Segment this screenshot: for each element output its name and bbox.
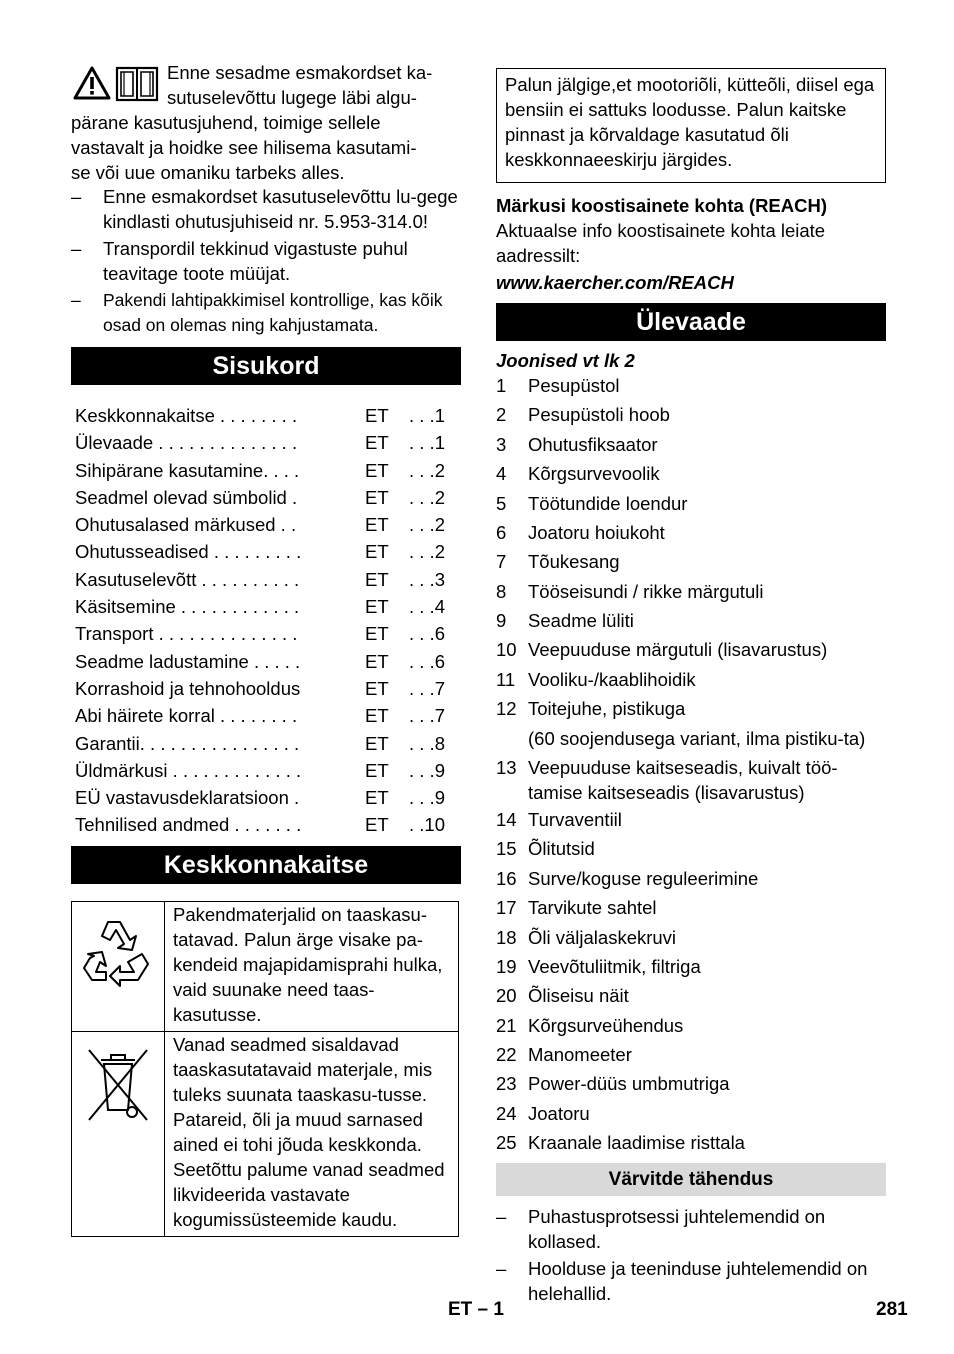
toc-lang: ET <box>365 541 389 563</box>
item-label: Veepuuduse kaitseseadis, kuivalt töö-tamise kaitseseadis (lisavarustus) <box>528 756 838 803</box>
toc-lang: ET <box>365 759 389 781</box>
item-number: 19 <box>496 955 517 977</box>
list-item <box>496 461 886 488</box>
item-number: 12 <box>496 698 517 720</box>
list-item <box>496 667 886 694</box>
reach-heading: Märkusi koostisainete kohta (REACH) <box>496 195 828 216</box>
item-label: Power-düüs umbmutriga <box>528 1073 730 1095</box>
list-item <box>496 954 886 981</box>
item-number: 8 <box>496 580 507 602</box>
item-number: 24 <box>496 1102 517 1124</box>
toc-row <box>75 539 461 566</box>
item-number: 1 <box>496 375 507 396</box>
list-item <box>496 1071 886 1098</box>
item-number: 16 <box>496 867 517 889</box>
toc-row <box>75 731 461 758</box>
toc-title: Tehnilised andmed . . . . . . . <box>75 814 302 836</box>
item-label: Surve/koguse reguleerimine <box>528 867 759 889</box>
footer-page-number: 281 <box>876 1299 908 1320</box>
item-label: Turvaventiil <box>528 809 622 831</box>
toc-title: Garantii. . . . . . . . . . . . . . . . <box>75 732 300 754</box>
item-label: Õliseisu näit <box>528 985 629 1007</box>
table-row <box>72 1031 459 1236</box>
item-number: 22 <box>496 1044 517 1066</box>
item-label: Veevõtuliitmik, filtriga <box>528 955 701 977</box>
item-number: 3 <box>496 433 507 455</box>
toc-page: . . .9 <box>409 787 445 809</box>
toc-lang: ET <box>365 568 389 590</box>
intro-bullets <box>71 184 461 338</box>
item-label: Veepuuduse märgutuli (lisavarustus) <box>528 639 828 661</box>
toc-lang: ET <box>365 814 389 836</box>
toc-page: . . .9 <box>409 759 445 781</box>
recycling-icon <box>80 914 156 988</box>
item-number: 20 <box>496 985 517 1007</box>
item-number: 25 <box>496 1132 517 1154</box>
list-item <box>496 1042 886 1069</box>
intro-line: sutuselevõttu lugege läbi algu- <box>167 87 417 108</box>
toc-row <box>75 485 461 512</box>
toc-page: . . .2 <box>409 459 445 481</box>
list-item <box>496 866 886 893</box>
item-number: 5 <box>496 492 507 514</box>
toc-page: . . .6 <box>409 623 445 645</box>
toc-row <box>75 403 461 430</box>
list-item <box>496 755 886 805</box>
item-number: 7 <box>496 551 507 573</box>
intro-line: Enne sesadme esmakordset ka- <box>167 62 433 83</box>
environment-text: Pakendmaterjalid on taaskasu-tatavad. Palun ärge visake pa-kendeid majapidamisprahi hulka, vaid suunake need taas-kasutusse. <box>165 901 459 1031</box>
toc-lang: ET <box>365 677 389 699</box>
toc-row <box>75 649 461 676</box>
toc-lang: ET <box>365 787 389 809</box>
toc-page: . . .6 <box>409 650 445 672</box>
item-number: 2 <box>496 404 507 426</box>
manual-book-icon <box>115 66 159 102</box>
intro-line: pärane kasutusjuhend, toimige sellele <box>71 112 381 133</box>
toc-row <box>75 785 461 812</box>
toc-table <box>75 403 461 840</box>
item-number: 11 <box>496 668 516 690</box>
list-item <box>496 373 886 400</box>
list-item <box>496 925 886 952</box>
list-item <box>496 520 886 547</box>
item-label: Kõrgsurvevoolik <box>528 463 660 485</box>
warning-triangle-icon <box>73 66 111 100</box>
item-label: Joatoru hoiukoht <box>528 521 665 543</box>
item-label: Õli väljalaskekruvi <box>528 926 677 948</box>
color-meaning-heading: Värvitde tähendus <box>496 1163 886 1196</box>
intro-line: vastavalt ja hoidke see hilisema kasutami- <box>71 137 417 158</box>
footer-language-page: ET – 1 <box>448 1299 504 1320</box>
toc-lang: ET <box>365 459 389 481</box>
icon-cell <box>72 901 165 1031</box>
item-number: 9 <box>496 610 507 631</box>
toc-title: Üldmärkusi . . . . . . . . . . . . . <box>75 759 302 781</box>
toc-row <box>75 676 461 703</box>
list-item <box>496 983 886 1010</box>
item-number: 4 <box>496 463 507 485</box>
right-column <box>496 68 886 1306</box>
toc-title: Korrashoid ja tehnohooldus <box>75 677 301 699</box>
toc-title: Seadmel olevad sümbolid . <box>75 486 298 508</box>
toc-title: Kasutuselevõtt . . . . . . . . . . <box>75 568 300 590</box>
item-label: Kraanale laadimise risttala <box>528 1132 745 1154</box>
item-number: 14 <box>496 809 517 831</box>
left-column <box>71 60 461 1237</box>
toc-row <box>75 594 461 621</box>
item-number: 21 <box>496 1014 517 1036</box>
item-number: 17 <box>496 897 517 919</box>
list-item <box>496 807 886 834</box>
intro-icons <box>73 66 159 102</box>
list-item <box>496 1101 886 1128</box>
toc-lang: ET <box>365 705 389 727</box>
item-label: Pesupüstol <box>528 375 620 396</box>
toc-row <box>75 812 461 839</box>
toc-heading: Sisukord <box>71 347 461 385</box>
toc-lang: ET <box>365 596 389 618</box>
icon-cell <box>72 1031 165 1236</box>
item-label: Töötundide loendur <box>528 492 688 514</box>
item-label: Toitejuhe, pistikuga <box>528 698 686 720</box>
toc-page: . . .1 <box>409 432 445 454</box>
list-item: – Pakendi lahtipakkimisel kontrollige, kas kõik osad on olemas ning kahjustamata. <box>71 288 461 338</box>
list-item <box>496 1130 886 1157</box>
list-item <box>496 432 886 459</box>
toc-page: . . .7 <box>409 705 445 727</box>
toc-title: Käsitsemine . . . . . . . . . . . . <box>75 596 300 618</box>
color-meaning-list <box>496 1204 886 1306</box>
toc-page: . . .3 <box>409 568 445 590</box>
toc-page: . . .1 <box>409 405 445 426</box>
overview-heading: Ülevaade <box>496 303 886 341</box>
toc-row <box>75 621 461 648</box>
crossed-bin-icon <box>83 1044 153 1124</box>
item-label: Õlitutsid <box>528 838 595 860</box>
toc-page: . . .8 <box>409 732 445 754</box>
toc-title: Ohutusalased märkused . . <box>75 514 297 536</box>
item-label: Joatoru <box>528 1102 590 1124</box>
environment-table <box>71 901 459 1237</box>
list-item: – Enne esmakordset kasutuselevõttu lu-gege kindlasti ohutusjuhiseid nr. 5.953-314.0! <box>71 184 461 234</box>
item-number: 23 <box>496 1073 517 1095</box>
toc-lang: ET <box>365 405 389 426</box>
toc-title: Ohutusseadised . . . . . . . . . <box>75 541 302 563</box>
list-item <box>496 1013 886 1040</box>
toc-title: Keskkonnakaitse . . . . . . . . <box>75 405 298 426</box>
list-item <box>496 726 886 753</box>
list-item: – Transpordil tekkinud vigastuste puhul teavitage toote müüjat. <box>71 236 461 286</box>
toc-title: Transport . . . . . . . . . . . . . . <box>75 623 298 645</box>
toc-row <box>75 458 461 485</box>
reach-text: Aktuaalse info koostisainete kohta leiate aadressilt: <box>496 220 826 266</box>
item-label: Manomeeter <box>528 1044 632 1066</box>
toc-page: . . .7 <box>409 677 445 699</box>
list-item <box>496 579 886 606</box>
toc-lang: ET <box>365 486 389 508</box>
toc-row <box>75 430 461 457</box>
toc-lang: ET <box>365 432 389 454</box>
toc-title: Sihipärane kasutamine. . . . <box>75 459 300 481</box>
toc-title: Abi häirete korral . . . . . . . . <box>75 705 298 727</box>
list-item <box>496 696 886 723</box>
item-label: Ohutusfiksaator <box>528 433 658 455</box>
toc-row <box>75 567 461 594</box>
item-label: Tööseisundi / rikke märgutuli <box>528 580 764 602</box>
list-item <box>496 549 886 576</box>
item-label: Vooliku-/kaablihoidik <box>528 668 696 690</box>
toc-page: . . .2 <box>409 486 445 508</box>
item-number: 18 <box>496 926 517 948</box>
item-number: 10 <box>496 639 517 661</box>
toc-row <box>75 703 461 730</box>
reach-url: www.kaercher.com/REACH <box>496 272 734 293</box>
item-label: (60 soojendusega variant, ilma pistiku-ta) <box>528 727 866 749</box>
list-item <box>496 836 886 863</box>
toc-page: . . .2 <box>409 541 445 563</box>
toc-lang: ET <box>365 732 389 754</box>
toc-page: . .10 <box>409 814 445 836</box>
toc-row <box>75 512 461 539</box>
item-label: Tõukesang <box>528 551 620 573</box>
table-row <box>72 901 459 1031</box>
overview-list <box>496 373 886 1157</box>
toc-title: Ülevaade . . . . . . . . . . . . . . <box>75 432 298 454</box>
list-item: – Puhastusprotsessi juhtelemendid on kollased. <box>496 1204 886 1254</box>
item-number: 15 <box>496 838 517 860</box>
item-label: Kõrgsurveühendus <box>528 1014 684 1036</box>
toc-title: Seadme ladustamine . . . . . <box>75 650 301 672</box>
list-item <box>496 402 886 429</box>
toc-page: . . .2 <box>409 514 445 536</box>
item-label: Tarvikute sahtel <box>528 897 657 919</box>
toc-title: EÜ vastavusdeklaratsioon . <box>75 787 300 809</box>
oil-notice-box: Palun jälgige,et mootoriõli, kütteõli, diisel ega bensiin ei sattuks loodusse. Palun kaitske pinnast ja kõrvaldage kasutatud õli keskkonnaeeskirju järgides. <box>496 68 886 183</box>
intro-line: se või uue omaniku tarbeks alles. <box>71 162 345 183</box>
environment-heading: Keskkonnakaitse <box>71 846 461 884</box>
toc-lang: ET <box>365 514 389 536</box>
list-item <box>496 895 886 922</box>
toc-lang: ET <box>365 650 389 672</box>
toc-lang: ET <box>365 623 389 645</box>
intro-section <box>71 60 461 338</box>
overview-subheading: Joonised vt lk 2 <box>496 350 635 371</box>
item-number: 13 <box>496 756 517 778</box>
toc-row <box>75 758 461 785</box>
list-item <box>496 491 886 518</box>
list-item: – Hoolduse ja teeninduse juhtelemendid on helehallid. <box>496 1256 886 1306</box>
list-item <box>496 608 886 635</box>
list-item <box>496 637 886 664</box>
item-number: 6 <box>496 521 507 543</box>
toc-page: . . .4 <box>409 596 445 618</box>
item-label: Pesupüstoli hoob <box>528 404 670 426</box>
environment-text: Vanad seadmed sisaldavad taaskasutatavaid materjale, mis tuleks suunata taaskasu-tusse. Patareid, õli ja muud sarnased ained ei tohi jõuda keskkonda. Seetõttu palume vanad seadmed likvideerida vastavate kogumissüsteemide kaudu. <box>165 1031 459 1236</box>
item-label: Seadme lüliti <box>528 610 634 631</box>
